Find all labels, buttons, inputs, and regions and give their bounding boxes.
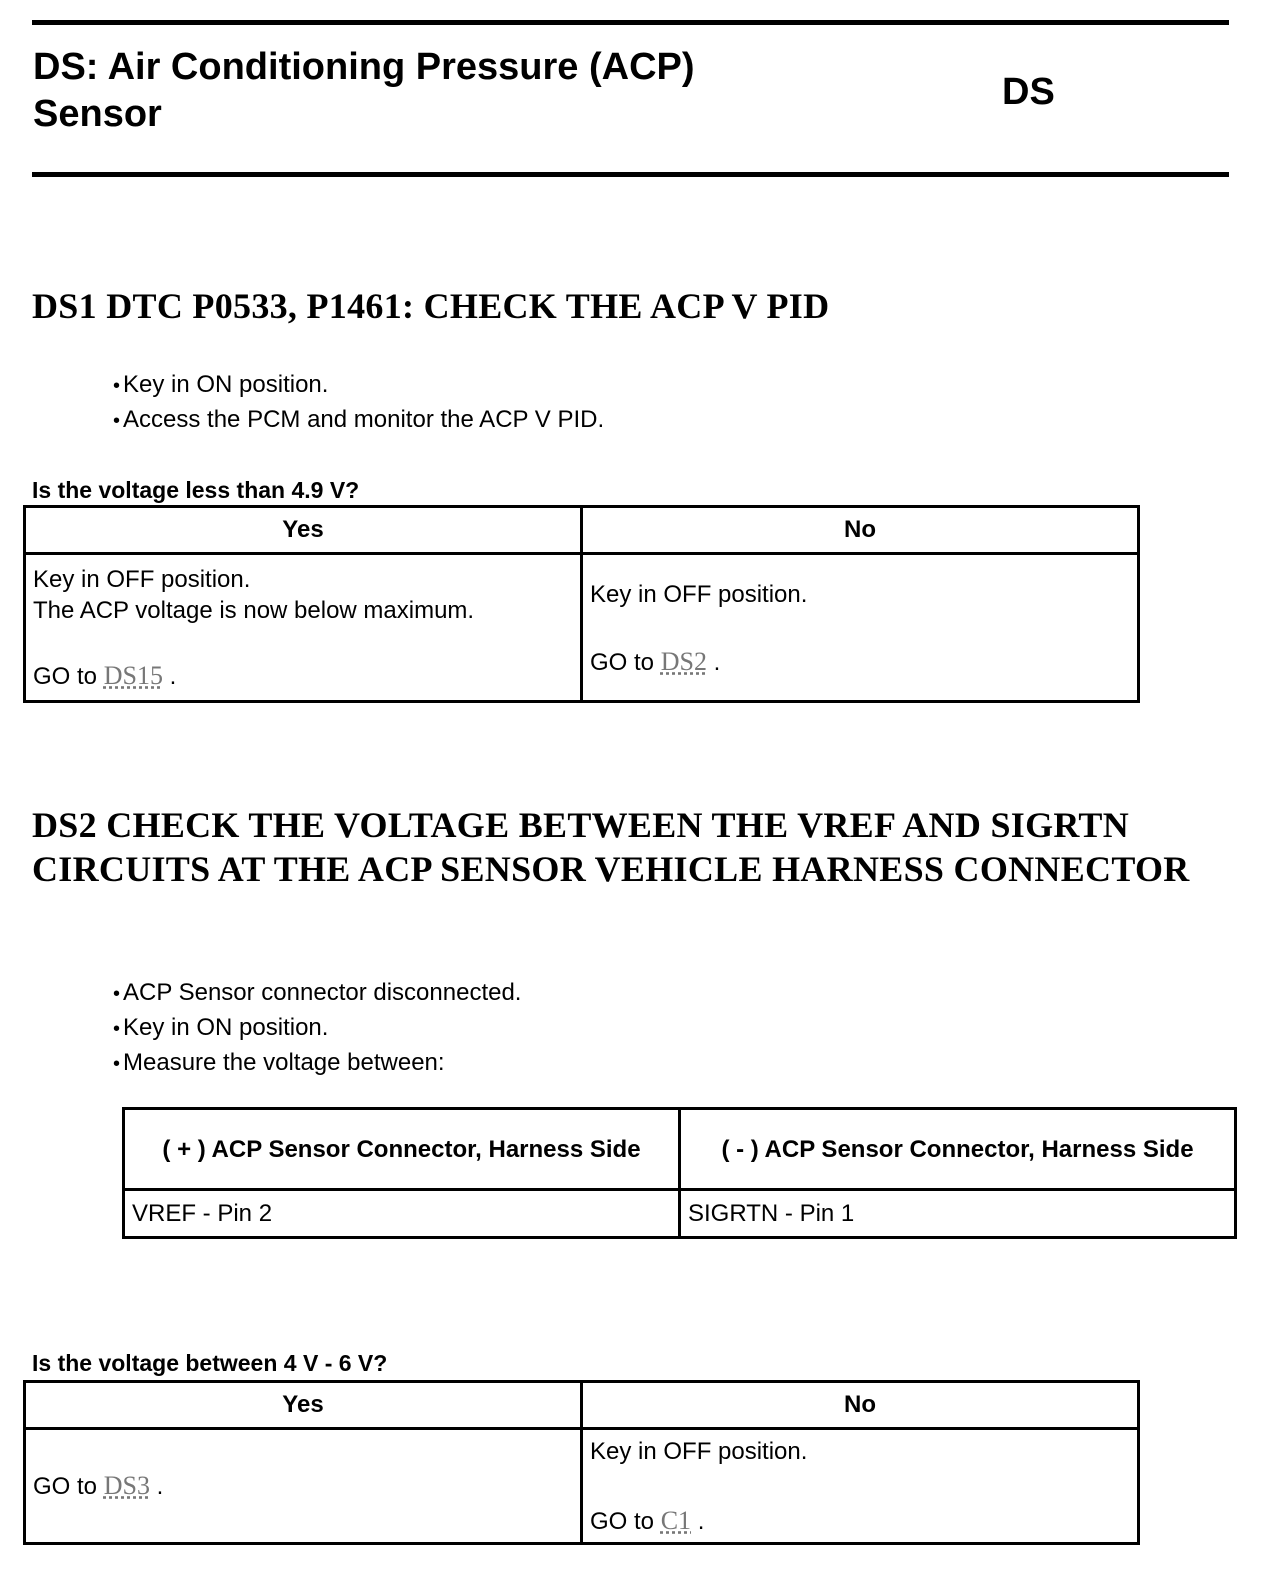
list-item: • Key in ON position.: [113, 368, 604, 403]
ds2-answer-table: [23, 1380, 1140, 1545]
go-to-label: GO to: [590, 1508, 655, 1535]
no-step: Key in OFF position.: [590, 1438, 808, 1465]
ds1-answer-table: [23, 505, 1140, 703]
yes-cell: Key in OFF position. The ACP voltage is now below maximum. GO to DS15 .: [25, 554, 582, 702]
section-code: DS: [1002, 71, 1055, 113]
page-title: DS: Air Conditioning Pressure (ACP) Sensor: [33, 46, 695, 135]
no-header: No: [582, 507, 1139, 554]
ds2-bullet-list: [113, 976, 521, 1081]
bottom-rule: [32, 172, 1229, 177]
minus-pin-cell: SIGRTN - Pin 1: [680, 1190, 1236, 1238]
yes-header: Yes: [25, 1382, 582, 1429]
list-item: • Measure the voltage between:: [113, 1046, 521, 1081]
go-to-label: GO to: [33, 1473, 98, 1500]
ds1-bullet-list: [113, 368, 604, 438]
minus-column-header: ( - ) ACP Sensor Connector, Harness Side: [680, 1109, 1236, 1190]
yes-header: Yes: [25, 507, 582, 554]
ds1-question: Is the voltage less than 4.9 V?: [32, 477, 360, 503]
plus-column-header: ( + ) ACP Sensor Connector, Harness Side: [124, 1109, 680, 1190]
plus-pin-cell: VREF - Pin 2: [124, 1190, 680, 1238]
ds15-link[interactable]: DS15: [103, 661, 163, 690]
yes-note: The ACP voltage is now below maximum.: [33, 597, 475, 624]
list-item: • ACP Sensor connector disconnected.: [113, 976, 521, 1011]
yes-step: Key in OFF position.: [33, 566, 251, 593]
ds2-heading: DS2 CHECK THE VOLTAGE BETWEEN THE VREF AND SIGRTN CIRCUITS AT THE ACP SENSOR VEHICLE HARNESS CONNECTOR: [32, 805, 1190, 889]
top-rule: [32, 20, 1229, 25]
yes-cell: GO to DS3 .: [25, 1429, 582, 1544]
no-cell: Key in OFF position. GO to DS2 .: [582, 554, 1139, 702]
ds1-heading: DS1 DTC P0533, P1461: CHECK THE ACP V PID: [32, 286, 830, 326]
ds3-link[interactable]: DS3: [103, 1471, 150, 1500]
go-to-label: GO to: [590, 649, 655, 676]
ds2-question: Is the voltage between 4 V - 6 V?: [32, 1350, 388, 1376]
no-step: Key in OFF position.: [590, 581, 808, 608]
ds2-link[interactable]: DS2: [660, 647, 707, 676]
list-item: • Access the PCM and monitor the ACP V PID.: [113, 403, 604, 438]
no-cell: Key in OFF position. GO to C1 .: [582, 1429, 1139, 1544]
list-item: • Key in ON position.: [113, 1011, 521, 1046]
pins-table: [122, 1107, 1237, 1239]
c1-link[interactable]: C1: [660, 1506, 692, 1535]
no-header: No: [582, 1382, 1139, 1429]
go-to-label: GO to: [33, 663, 98, 690]
